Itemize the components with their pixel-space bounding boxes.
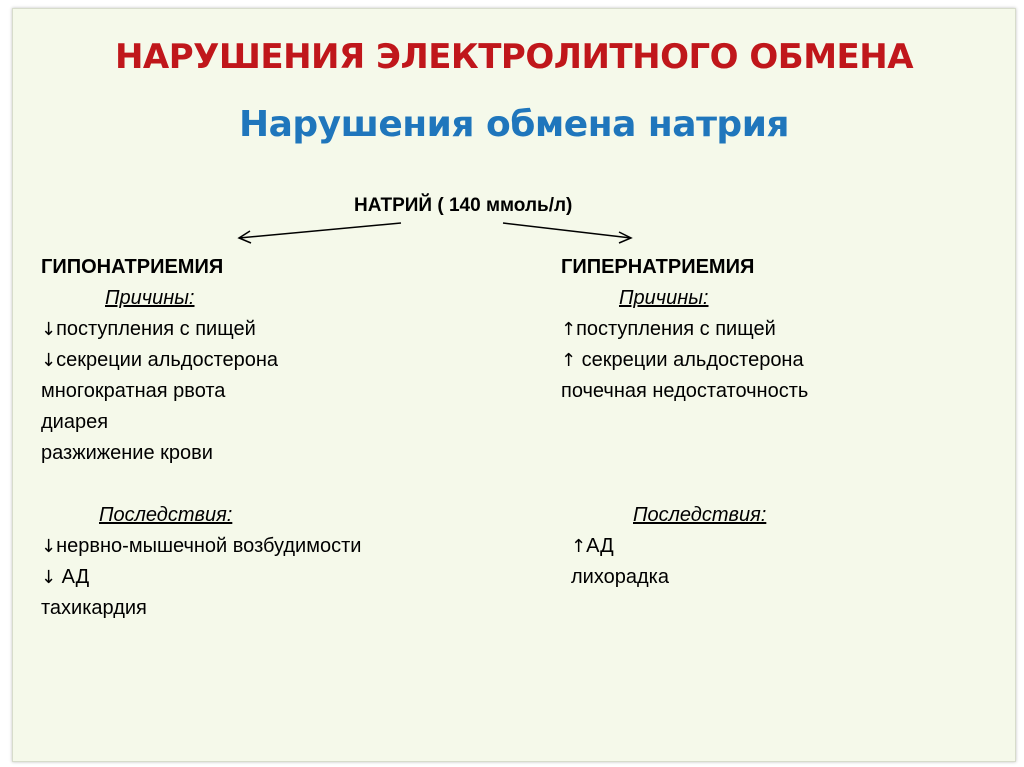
cause-text: диарея	[41, 411, 109, 433]
list-item	[561, 376, 808, 407]
hypernatremia-column	[561, 252, 808, 593]
list-item	[41, 407, 361, 438]
hyponatremia-causes-label: Причины:	[105, 287, 195, 309]
list-item	[561, 531, 808, 562]
slide-title: НАРУШЕНИЯ ЭЛЕКТРОЛИТНОГО ОБМЕНА	[114, 37, 914, 77]
cause-text: секреции альдостерона	[56, 349, 279, 371]
hyponatremia-column	[41, 252, 361, 624]
cause-text: почечная недостаточность	[561, 380, 809, 402]
cause-text: секреции альдостерона	[576, 349, 804, 371]
list-item	[561, 562, 808, 593]
down-arrow-icon: ↓	[41, 319, 57, 340]
right-arrow-head	[619, 232, 631, 243]
hyponatremia-heading: ГИПОНАТРИЕМИЯ	[41, 256, 224, 278]
list-item	[41, 438, 361, 469]
effect-text: АД	[586, 535, 614, 557]
cause-text: поступления с пищей	[576, 318, 776, 340]
list-item	[41, 345, 361, 376]
list-item	[41, 562, 361, 593]
cause-text: поступления с пищей	[56, 318, 256, 340]
slide-subtitle: Нарушения обмена натрия	[238, 104, 790, 145]
hypernatremia-heading: ГИПЕРНАТРИЕМИЯ	[561, 256, 755, 278]
effect-text: тахикардия	[41, 597, 147, 619]
list-item	[41, 531, 361, 562]
list-item	[561, 314, 808, 345]
effect-text: нервно-мышечной возбудимости	[56, 535, 362, 557]
up-arrow-icon: ↑	[571, 536, 587, 557]
cause-text: многократная рвота	[41, 380, 226, 402]
sodium-label: НАТРИЙ ( 140 ммоль/л)	[354, 195, 573, 216]
down-arrow-icon: ↓	[41, 567, 57, 588]
up-arrow-icon: ↑	[561, 319, 577, 340]
list-item	[41, 376, 361, 407]
list-item	[561, 345, 808, 376]
slide	[12, 8, 1016, 762]
effect-text: АД	[56, 566, 90, 588]
list-item	[41, 593, 361, 624]
cause-text: разжижение крови	[41, 442, 213, 464]
up-arrow-icon: ↑	[561, 350, 577, 371]
hypernatremia-effects-label: Последствия:	[633, 504, 767, 526]
hypernatremia-causes-label: Причины:	[619, 287, 709, 309]
list-item	[41, 314, 361, 345]
left-branch-arrow	[239, 223, 401, 238]
down-arrow-icon: ↓	[41, 536, 57, 557]
left-arrow-head	[239, 231, 251, 243]
hyponatremia-effects-label: Последствия:	[99, 504, 233, 526]
down-arrow-icon: ↓	[41, 350, 57, 371]
effect-text: лихорадка	[571, 566, 669, 588]
right-branch-arrow	[503, 223, 631, 238]
